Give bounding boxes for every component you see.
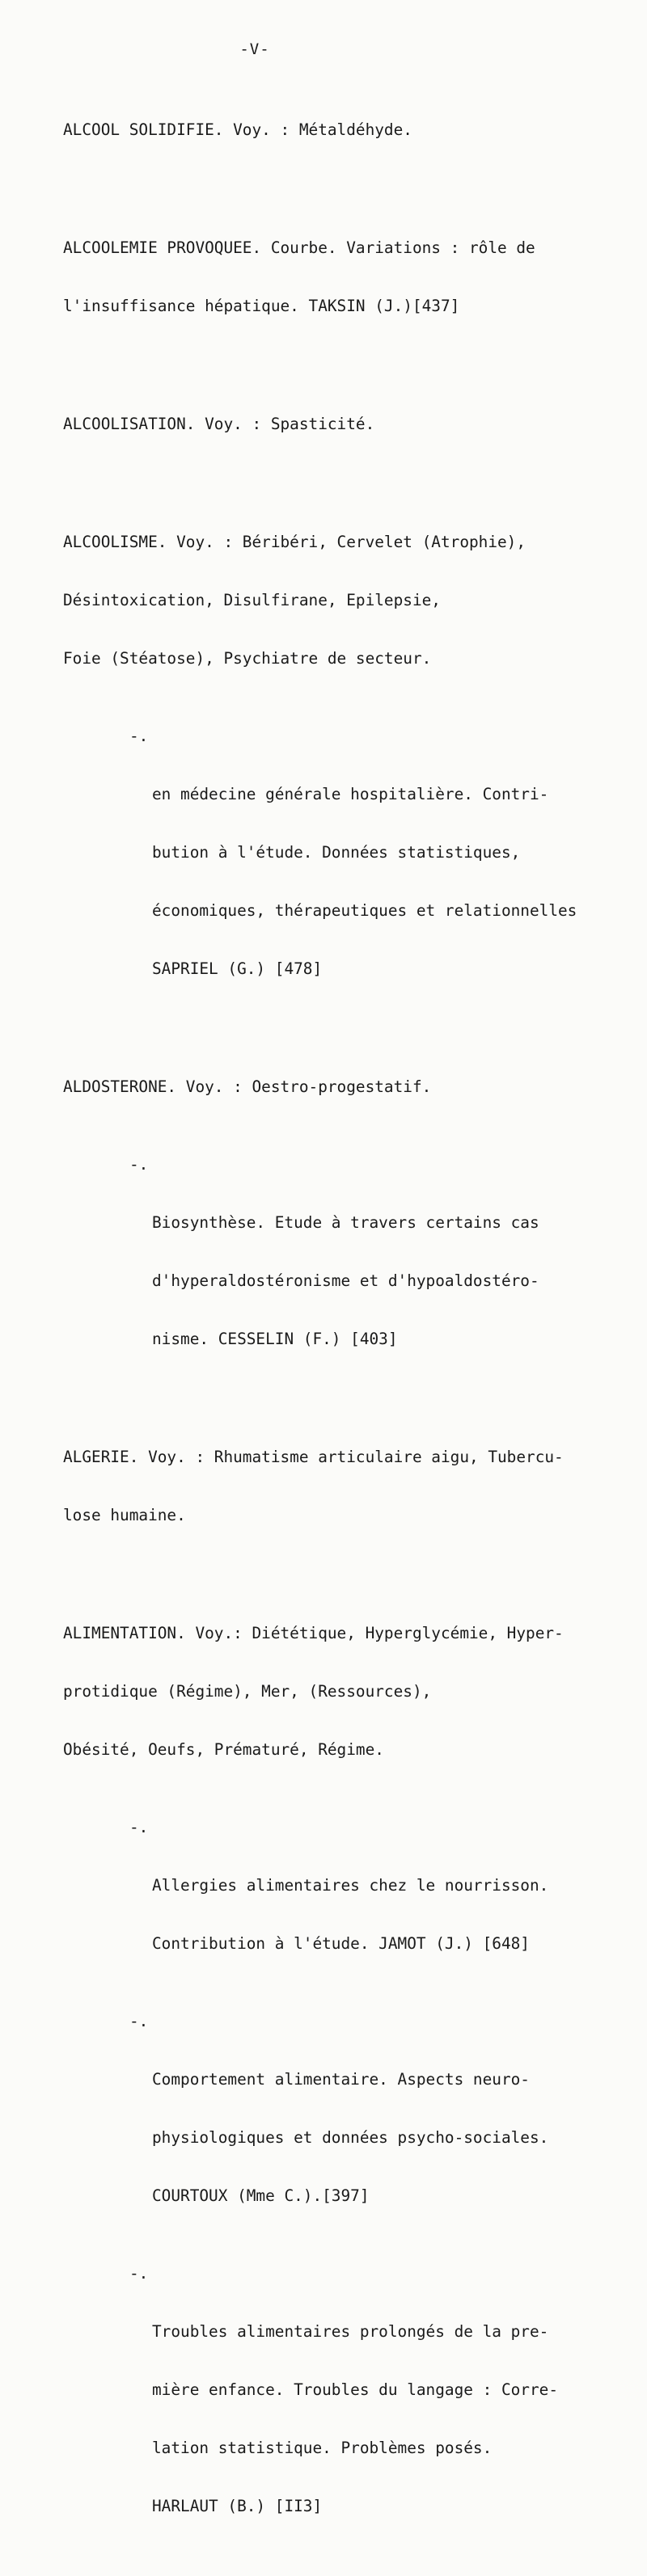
sub-entry-line: mière enfance. Troubles du langage : Corre- (152, 2380, 558, 2399)
entry-heading (63, 1585, 629, 1798)
index-entry-alcoolemie-provoquee (63, 200, 629, 355)
sub-entry-line: Comportement alimentaire. Aspects neuro- (152, 2070, 530, 2089)
sub-entry-line: Biosynthèse. Etude à travers certains cas (152, 1213, 539, 1232)
index-entry-alimentation (63, 1585, 629, 2555)
entry-line: ALCOOLISATION. Voy. : Spasticité. (63, 415, 375, 433)
entry-line: ALCOOLISME. Voy. : Béribéri, Cervelet (Atrophie), (63, 533, 526, 551)
entry-line: ALCOOLEMIE PROVOQUEE. Courbe. Variations : rôle de (63, 238, 535, 257)
entry-line: ALGERIE. Voy. : Rhumatisme articulaire aigu, Tubercu- (63, 1448, 564, 1466)
index-entry-alcool-solidifie (63, 82, 629, 179)
page-number (0, 40, 647, 58)
sub-entry-dash: -. (129, 1155, 149, 1174)
sub-entry (63, 1818, 629, 1992)
sub-entry-dash: -. (129, 2264, 149, 2283)
entry-line: lose humaine. (63, 1506, 186, 1524)
sub-entry-line: Contribution à l'étude. JAMOT (J.) [648] (152, 1934, 530, 1953)
sub-entry-line: HARLAUT (B.) [II3] (152, 2497, 323, 2515)
entry-line: Foie (Stéatose), Psychiatre de secteur. (63, 649, 432, 668)
entry-line: ALIMENTATION. Voy.: Diététique, Hyperglycémie, Hyper- (63, 1624, 564, 1642)
entry-line: Désintoxication, Disulfirane, Epilepsie, (63, 591, 441, 609)
sub-entry (63, 1155, 629, 1388)
sub-entry-line: en médecine générale hospitalière. Contri- (152, 785, 549, 803)
entry-line: protidique (Régime), Mer, (Ressources), (63, 1682, 432, 1701)
entry-heading (63, 1409, 629, 1564)
sub-entry-line: nisme. CESSELIN (F.) [403] (152, 1330, 398, 1348)
entry-line: l'insuffisance hépatique. TAKSIN (J.)[437] (63, 297, 460, 315)
sub-entry-line: COURTOUX (Mme C.).[397] (152, 2186, 370, 2205)
entry-heading (63, 82, 629, 179)
index-entry-alcoolisation (63, 376, 629, 473)
page-number-text: -V- (239, 40, 270, 58)
entry-heading (63, 376, 629, 473)
entry-line: ALCOOL SOLIDIFIE. Voy. : Métaldéhyde. (63, 120, 412, 139)
sub-entry-line: bution à l'étude. Données statistiques, (152, 843, 521, 862)
index-entry-algerie (63, 1409, 629, 1564)
index-entry-alcoolisme (63, 494, 629, 1018)
sub-entry-line: lation statistique. Problèmes posés. (152, 2439, 493, 2457)
sub-entry (63, 2264, 629, 2555)
sub-entry-dash: -. (129, 1818, 149, 1836)
sub-entry-line: Troubles alimentaires prolongés de la pre- (152, 2322, 549, 2341)
entry-heading (63, 494, 629, 707)
sub-entry-line: économiques, thérapeutiques et relationnelles (152, 901, 577, 920)
entry-line: ALDOSTERONE. Voy. : Oestro-progestatif. (63, 1077, 432, 1096)
sub-entry (63, 727, 629, 1018)
sub-entry (63, 2012, 629, 2245)
entry-heading (63, 1039, 629, 1136)
index-list (63, 82, 629, 2576)
entry-line: Obésité, Oeufs, Prématuré, Régime. (63, 1740, 384, 1759)
entry-heading (63, 200, 629, 355)
sub-entry-line: SAPRIEL (G.) [478] (152, 959, 323, 978)
sub-entry-dash: -. (129, 2012, 149, 2030)
sub-entry-line: physiologiques et données psycho-sociales. (152, 2128, 549, 2147)
sub-entry-dash: -. (129, 727, 149, 745)
sub-entry-line: d'hyperaldostéronisme et d'hypoaldostéro- (152, 1271, 539, 1290)
index-entry-aldosterone (63, 1039, 629, 1388)
sub-entry-line: Allergies alimentaires chez le nourrisson. (152, 1876, 549, 1895)
